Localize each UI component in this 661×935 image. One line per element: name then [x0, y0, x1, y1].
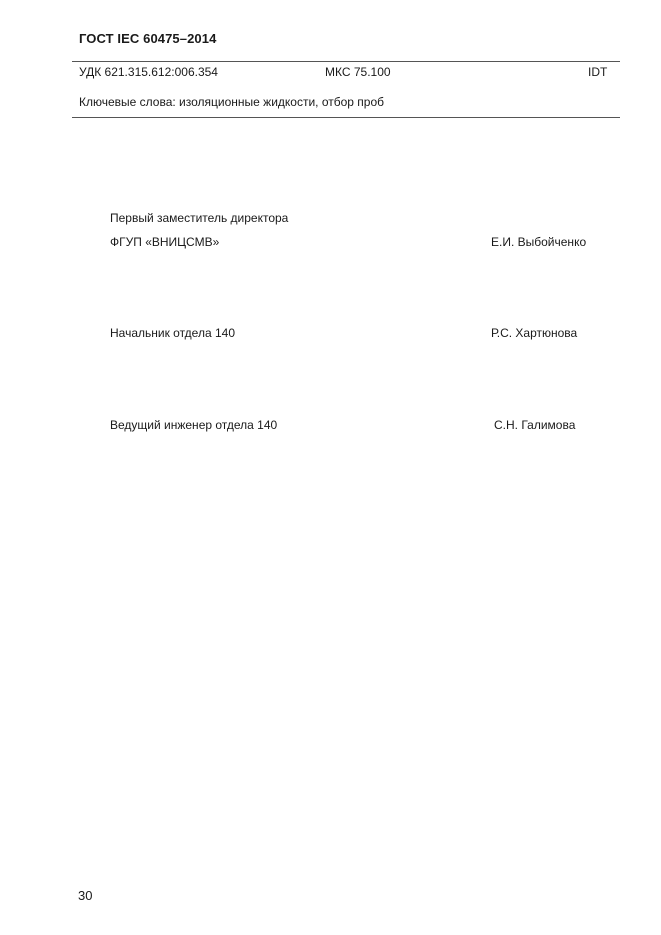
signatory-1-position-line1: Первый заместитель директора	[110, 211, 289, 225]
mks-code: МКС 75.100	[325, 65, 391, 79]
udk-code: УДК 621.315.612:006.354	[79, 65, 218, 79]
standard-designation: ГОСТ IEC 60475–2014	[79, 31, 217, 46]
signatory-1-position-line2: ФГУП «ВНИЦСМВ»	[110, 235, 220, 249]
top-divider	[72, 61, 620, 62]
signatory-3-position: Ведущий инженер отдела 140	[110, 418, 278, 432]
page-number: 30	[78, 888, 93, 903]
signatory-3-name: С.Н. Галимова	[494, 418, 576, 432]
signatory-2-name: Р.С. Хартюнова	[491, 326, 578, 340]
keywords-line: Ключевые слова: изоляционные жидкости, отбор проб	[79, 95, 385, 109]
signatory-2-position: Начальник отдела 140	[110, 326, 235, 340]
equivalence-code: IDT	[588, 65, 608, 79]
bottom-divider	[72, 117, 620, 118]
signatory-1-name: Е.И. Выбойченко	[491, 235, 587, 249]
